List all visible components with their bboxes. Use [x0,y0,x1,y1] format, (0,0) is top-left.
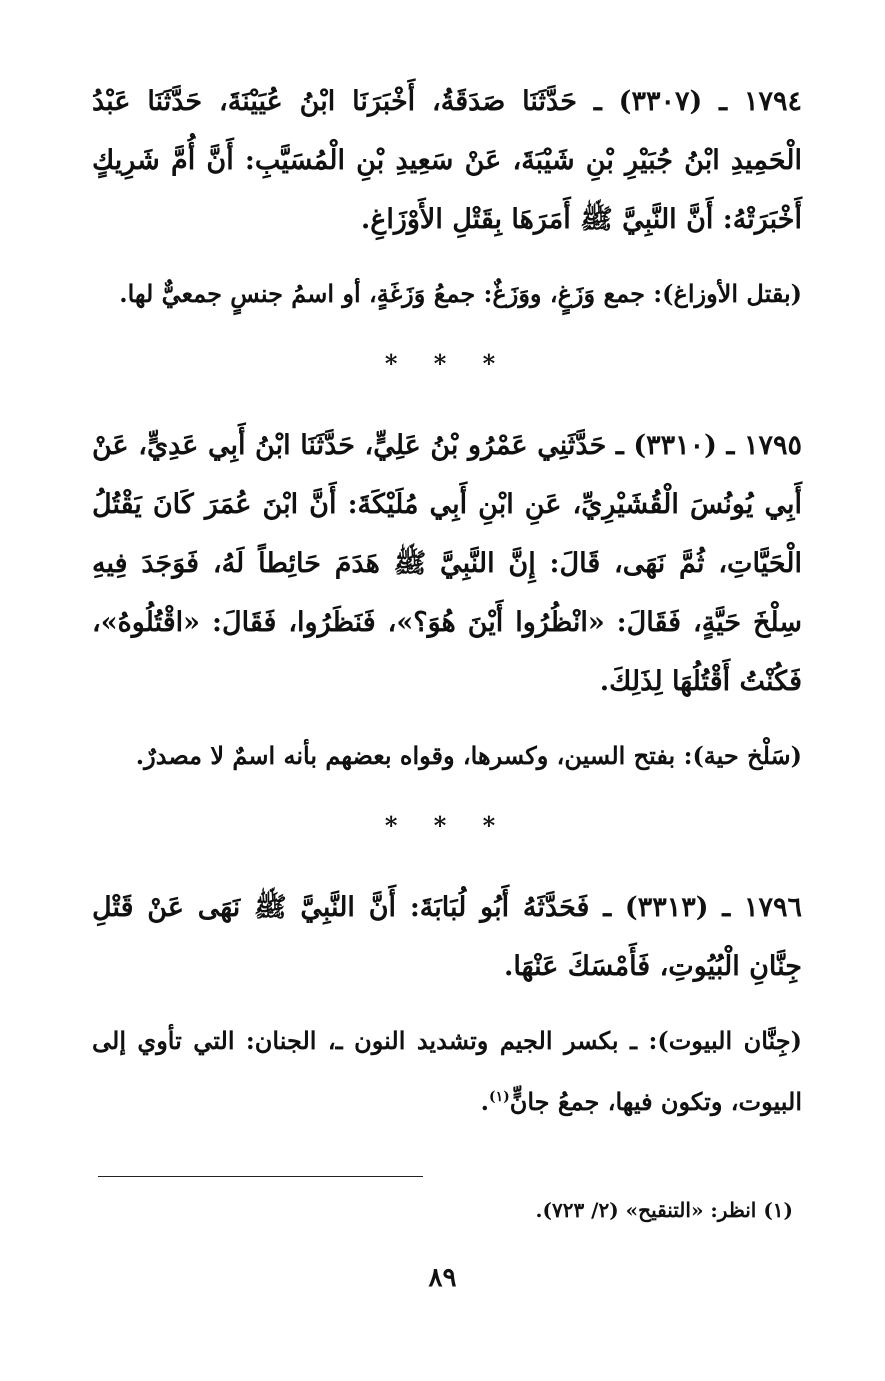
hadith-entry-1796 [92,878,802,1130]
hadith-text: ١٧٩٤ ـ (٣٣٠٧) ـ حَدَّثَنَا صَدَقَةُ، أَخْبَرَنَا ابْنُ عُيَيْنَةَ، حَدَّثَنَا عَبْدُ الْحَمِيدِ ابْنُ جُبَيْرِ بْنِ شَيْبَةَ، عَنْ سَعِيدِ بْنِ الْمُسَيَّبِ: أَنَّ أُمَّ شَرِيكٍ أَخْبَرَتْهُ: أَنَّ النَّبِيَّ ﷺ أَمَرَهَا بِقَتْلِ الأَوْزَاغِ. [92,86,802,235]
commentary-text: (سَلْخ حية): بفتح السين، وكسرها، وقواه بعضهم بأنه اسمٌ لا مصدرٌ. [135,741,802,770]
section-separator: * * * [384,349,510,378]
commentary-body: (جِنَّان البيوت): ـ بكسر الجيم وتشديد النون ـ، الجنان: التي تأوي إلى البيوت، وتكون فيها، جمعُ جانٍّ [92,1026,802,1116]
section-separator: * * * [384,811,510,840]
footnote-text: (١) انظر: «التنقيح» (٢/ ٧٢٣). [535,1198,793,1222]
page-number: ٨٩ [428,1263,457,1293]
hadith-entry-1794 [92,72,802,322]
page-body [92,72,802,1130]
hadith-entry-1795 [92,416,802,784]
hadith-text: ١٧٩٦ ـ (٣٣١٣) ـ فَحَدَّثَهُ أَبُو لُبَابَةَ: أَنَّ النَّبِيَّ ﷺ نَهَى عَنْ قَتْلِ جِنَّانِ الْبُيُوتِ، فَأَمْسَكَ عَنْهَا. [92,892,802,982]
commentary-text: (بقتل الأوزاغ): جمع وَزَغٍ، ووَزَغٌ: جمعُ وَزَغَةٍ، أو اسمُ جنسٍ جمعيٌّ لها. [119,279,802,308]
footnote-divider [98,1176,423,1177]
footnote-reference: (١) [488,1089,510,1105]
commentary-text: (جِنَّان البيوت): ـ بكسر الجيم وتشديد النون ـ، الجنان: التي تأوي إلى البيوت، وتكون فيها، جمعُ جانٍّ$^{(١)}$. [92,1026,802,1116]
hadith-text: ١٧٩٥ ـ (٣٣١٠) ـ حَدَّثَنِي عَمْرُو بْنُ عَلِيٍّ، حَدَّثَنَا ابْنُ أَبِي عَدِيٍّ، عَنْ أَبِي يُونُسَ الْقُشَيْرِيِّ، عَنِ ابْنِ أَبِي مُلَيْكَةَ: أَنَّ ابْنَ عُمَرَ كَانَ يَقْتُلُ الْحَيَّاتِ، ثُمَّ نَهَى، قَالَ: إِنَّ النَّبِيَّ ﷺ هَدَمَ حَائِطاً لَهُ، فَوَجَدَ فِيهِ سِلْخَ حَيَّةٍ، فَقَالَ: «انْظُرُوا أَيْنَ هُوَ؟»، فَنَظَرُوا، فَقَالَ: «اقْتُلُوهُ»، فَكُنْتُ أَقْتُلُهَا لِذَلِكَ. [92,430,802,697]
